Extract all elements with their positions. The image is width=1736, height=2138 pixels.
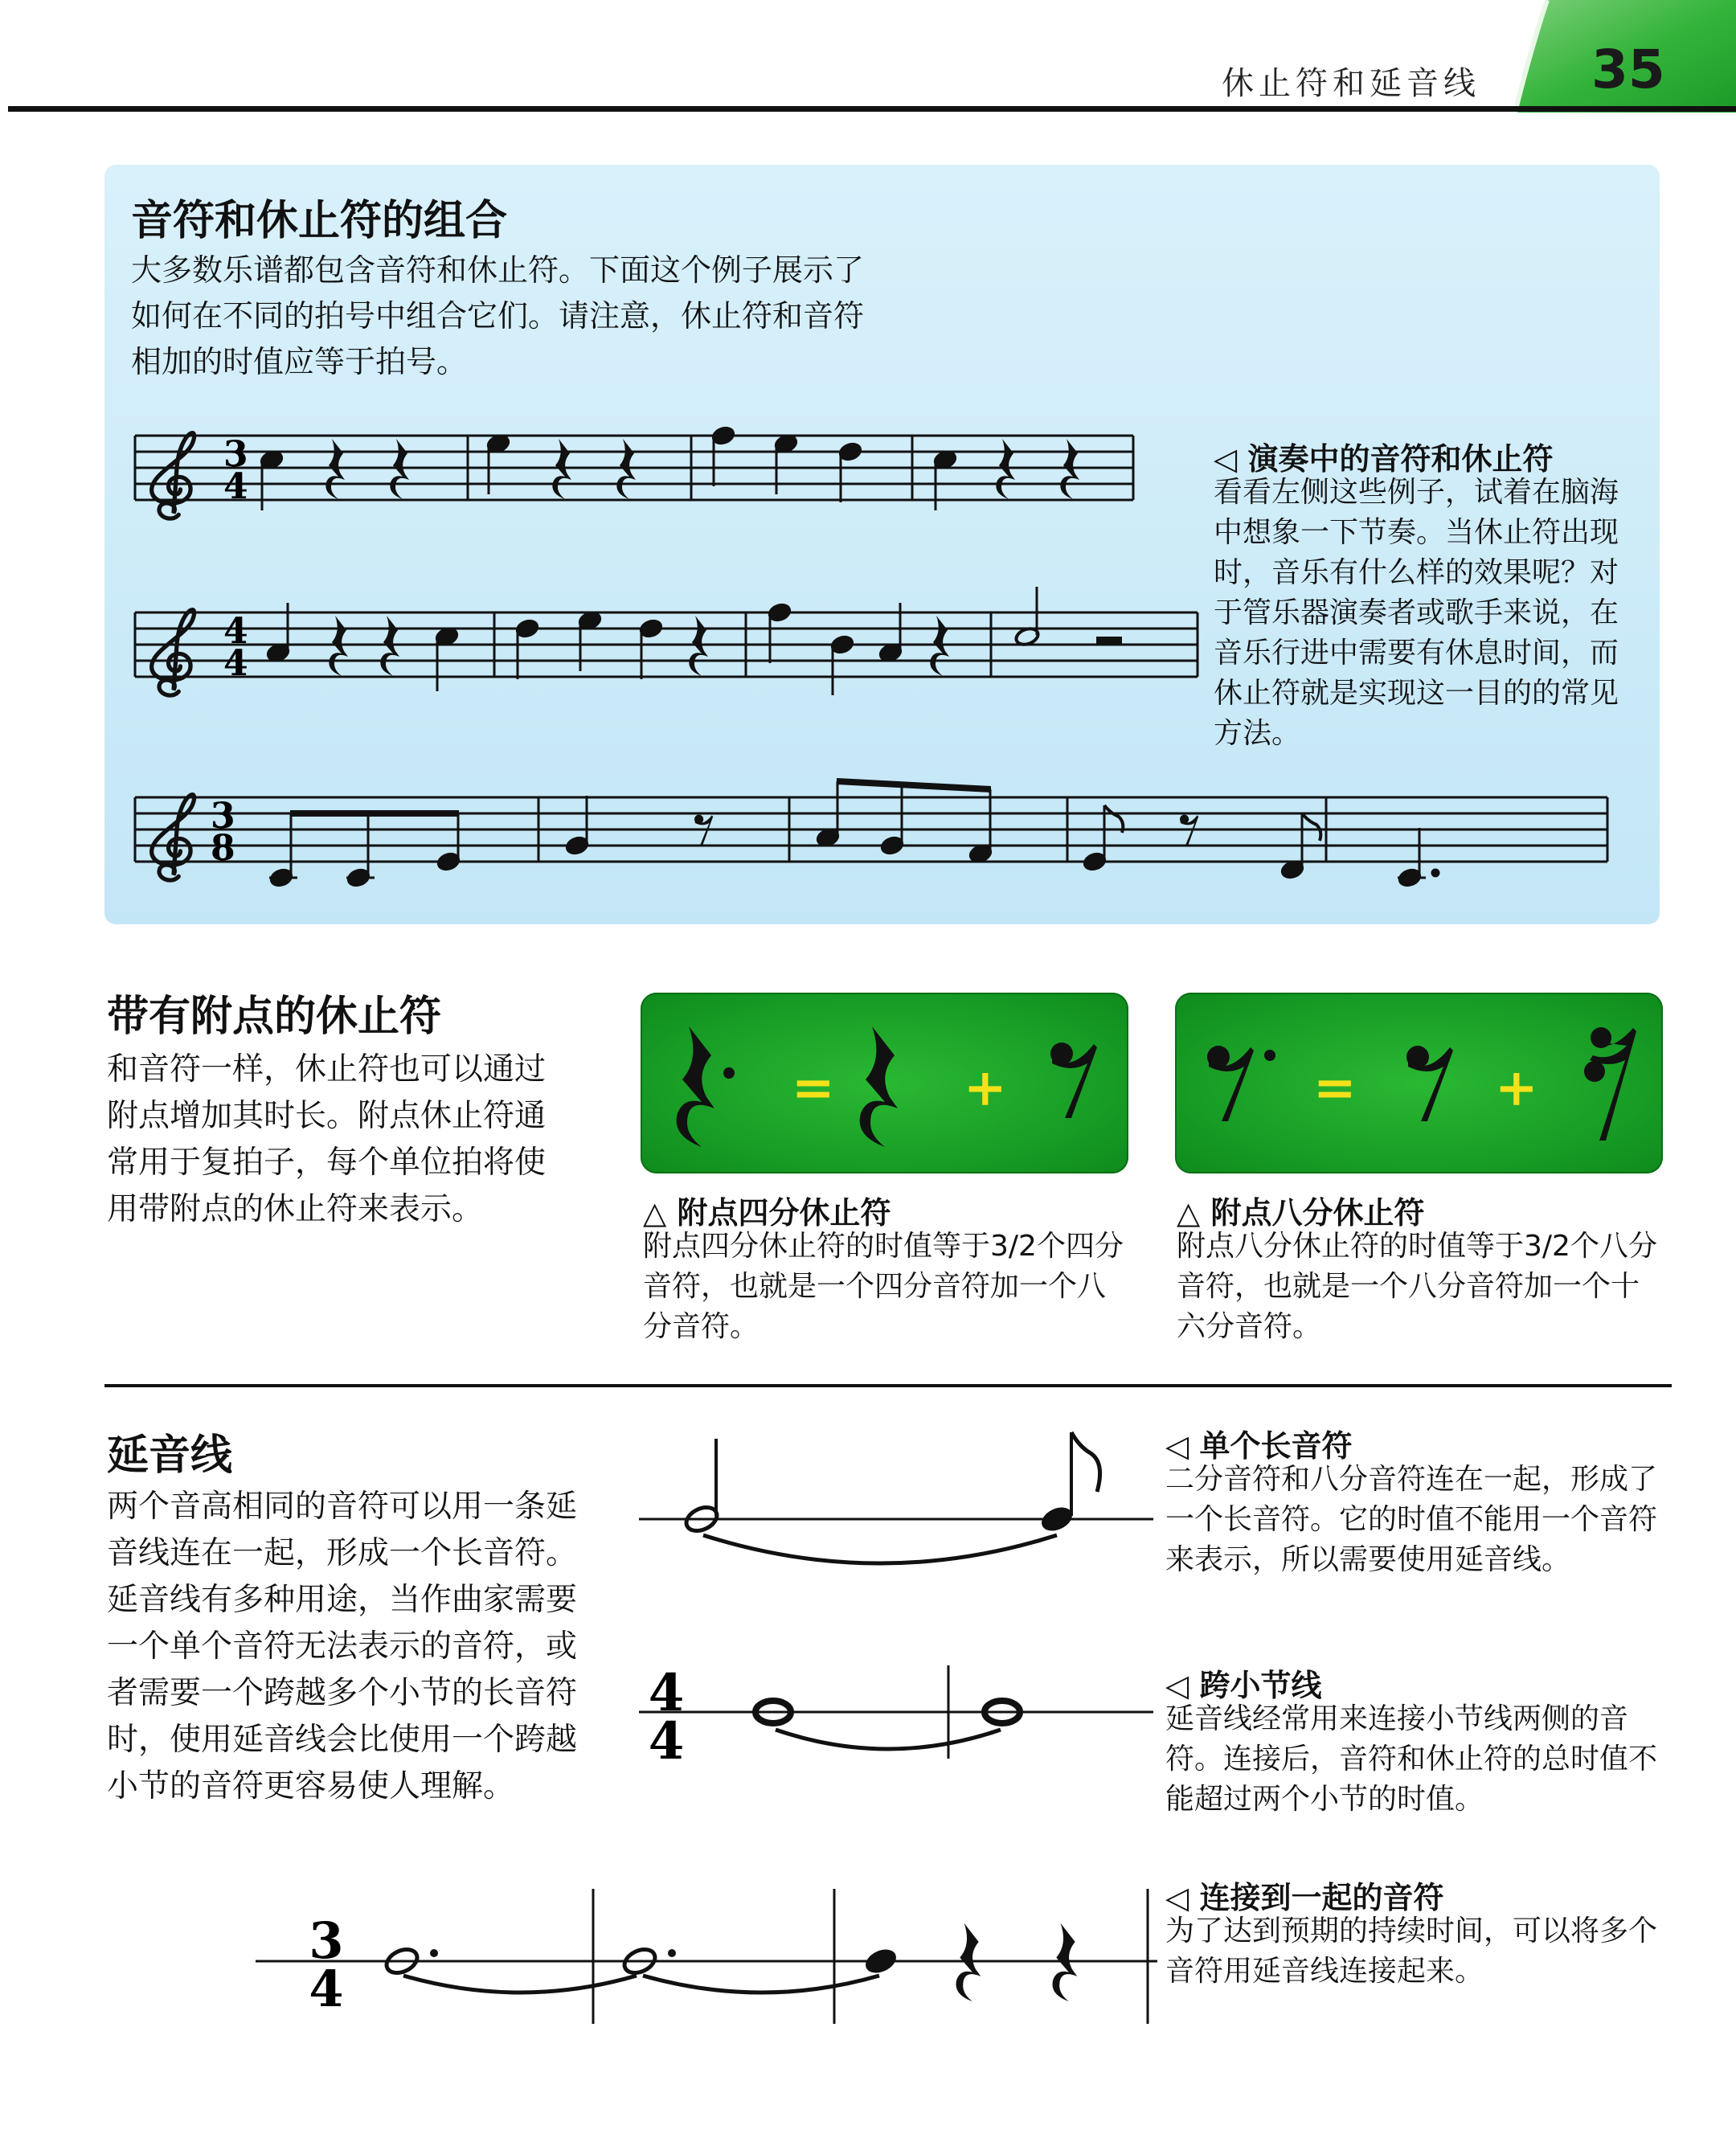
caption-line: 符。连接后，音符和休止符的总时值不 (1165, 1743, 1658, 1776)
ts-bottom: 4 (223, 643, 248, 684)
caption-line: 来表示，所以需要使用延音线。 (1165, 1543, 1571, 1576)
caption-line: 音符，也就是一个四分音符加一个八 (643, 1270, 1107, 1303)
dotted-quarter-caption (643, 1227, 1141, 1347)
eighth-rest-icon (1406, 1046, 1453, 1121)
ts-bottom: 4 (648, 1711, 685, 1771)
tie-caption-3-title: ◁ 连接到一起的音符 (1165, 1880, 1444, 1915)
caption-line: 一个长音符。它的时值不能用一个音符 (1165, 1503, 1658, 1536)
dotted-quarter-equation (641, 993, 1128, 1173)
tie-body-line: 两个音高相同的音符可以用一条延 (107, 1489, 578, 1525)
dotted-eighth-caption (1177, 1227, 1675, 1347)
ts-top: 3 (211, 796, 235, 837)
combo-body-line: 如何在不同的拍号中组合它们。请注意，休止符和音符 (131, 298, 865, 334)
combo-caption-line: 时，音乐有什么样的效果呢？对 (1214, 556, 1619, 589)
combo-body-line: 大多数乐谱都包含音符和休止符。下面这个例子展示了 (131, 252, 865, 288)
plus-sign: + (1495, 1058, 1538, 1118)
combo-title: 音符和休止符的组合 (131, 197, 508, 245)
tie-caption-3 (1165, 1911, 1680, 1992)
caption-line: 二分音符和八分音符连在一起，形成了 (1165, 1463, 1658, 1496)
plus-sign: + (964, 1058, 1007, 1118)
ts-top: 4 (223, 611, 248, 652)
combo-body-line: 相加的时值应等于拍号。 (131, 344, 468, 379)
tie-example-long-note (639, 1415, 1153, 1591)
combo-caption (1214, 473, 1648, 754)
ts-top: 3 (309, 1911, 344, 1970)
tie-body-line: 者需要一个跨越多个小节的长音符 (107, 1675, 578, 1711)
equals-sign: = (792, 1058, 835, 1118)
equals-sign: = (1313, 1058, 1357, 1118)
staff-3-8 (129, 764, 1615, 900)
dotted-body-line: 附点增加其时长。附点休止符通 (107, 1098, 547, 1134)
eighth-rest-icon (1207, 1046, 1254, 1121)
caption-line: 附点八分休止符的时值等于3/2个八分 (1177, 1230, 1657, 1263)
tie-body-line: 一个单个音符无法表示的音符，或 (107, 1628, 578, 1665)
section-divider (104, 1384, 1672, 1387)
caption-line: 音符，也就是一个八分音符加一个十 (1177, 1270, 1640, 1303)
ts-top: 3 (223, 434, 248, 475)
tie-caption-2-title: ◁ 跨小节线 (1165, 1668, 1322, 1703)
caption-line: 六分音符。 (1177, 1310, 1322, 1343)
combo-caption-line: 休止符就是实现这一目的的常见 (1214, 677, 1619, 710)
combo-caption-line: 于管乐器演奏者或歌手来说，在 (1214, 596, 1619, 629)
dotted-body-line: 用带附点的休止符来表示。 (107, 1191, 484, 1227)
staff-3-4 (129, 402, 1141, 539)
caption-line: 附点四分休止符的时值等于3/2个四分 (643, 1230, 1124, 1263)
page-number: 35 (1591, 39, 1665, 100)
combo-caption-line: 方法。 (1214, 717, 1301, 750)
ts-bottom: 4 (223, 466, 248, 507)
tie-caption-2 (1165, 1699, 1680, 1820)
tie-example-across-barline (639, 1656, 1153, 1776)
tie-caption-1 (1165, 1460, 1680, 1580)
combo-body (131, 248, 1015, 385)
tie-body-line: 小节的音符更容易使人理解。 (107, 1768, 515, 1804)
dotted-body-line: 常用于复拍子，每个单位拍将使 (107, 1145, 547, 1181)
dotted-body (107, 1046, 605, 1233)
dotted-eighth-equation (1175, 993, 1663, 1173)
combo-caption-line: 看看左侧这些例子，试着在脑海 (1214, 476, 1619, 509)
ts-bottom: 8 (211, 828, 235, 869)
chapter-title: 休止符和延音线 (1222, 65, 1480, 102)
quarter-rest-icon (677, 1026, 714, 1147)
combo-caption-line: 中想象一下节奏。当休止符出现 (1214, 516, 1619, 549)
caption-line: 分音符。 (643, 1310, 760, 1343)
sixteenth-rest-icon (1584, 1027, 1636, 1141)
tie-body-line: 时，使用延音线会比使用一个跨越 (107, 1722, 578, 1758)
caption-line: 延音线经常用来连接小节线两侧的音 (1165, 1702, 1629, 1735)
ts-top: 4 (648, 1663, 685, 1723)
tie-title: 延音线 (107, 1431, 233, 1480)
combo-caption-line: 音乐行进中需要有休息时间，而 (1214, 637, 1619, 670)
header-rule (8, 106, 1736, 112)
eighth-rest-icon (1050, 1042, 1097, 1118)
dotted-eighth-caption-title: △ 附点八分休止符 (1177, 1195, 1425, 1231)
tie-body (107, 1484, 621, 1810)
dotted-quarter-caption-title: △ 附点四分休止符 (643, 1195, 891, 1231)
tie-example-joined-notes (256, 1881, 1157, 2025)
quarter-rest-icon (860, 1026, 898, 1147)
caption-line: 能超过两个小节的时值。 (1165, 1783, 1484, 1816)
caption-line: 音符用延音线连接起来。 (1165, 1955, 1484, 1988)
dotted-title: 带有附点的休止符 (107, 993, 442, 1041)
dotted-body-line: 和音符一样，休止符也可以通过 (107, 1051, 547, 1087)
ts-bottom: 4 (309, 1960, 344, 2018)
caption-line: 为了达到预期的持续时间，可以将多个 (1165, 1915, 1658, 1948)
tie-body-line: 延音线有多种用途，当作曲家需要 (107, 1582, 578, 1618)
combo-caption-title: ◁ 演奏中的音符和休止符 (1214, 441, 1554, 477)
tie-body-line: 音线连在一起，形成一个长音符。 (107, 1535, 578, 1571)
tie-caption-1-title: ◁ 单个长音符 (1165, 1428, 1353, 1464)
staff-4-4 (129, 579, 1206, 715)
